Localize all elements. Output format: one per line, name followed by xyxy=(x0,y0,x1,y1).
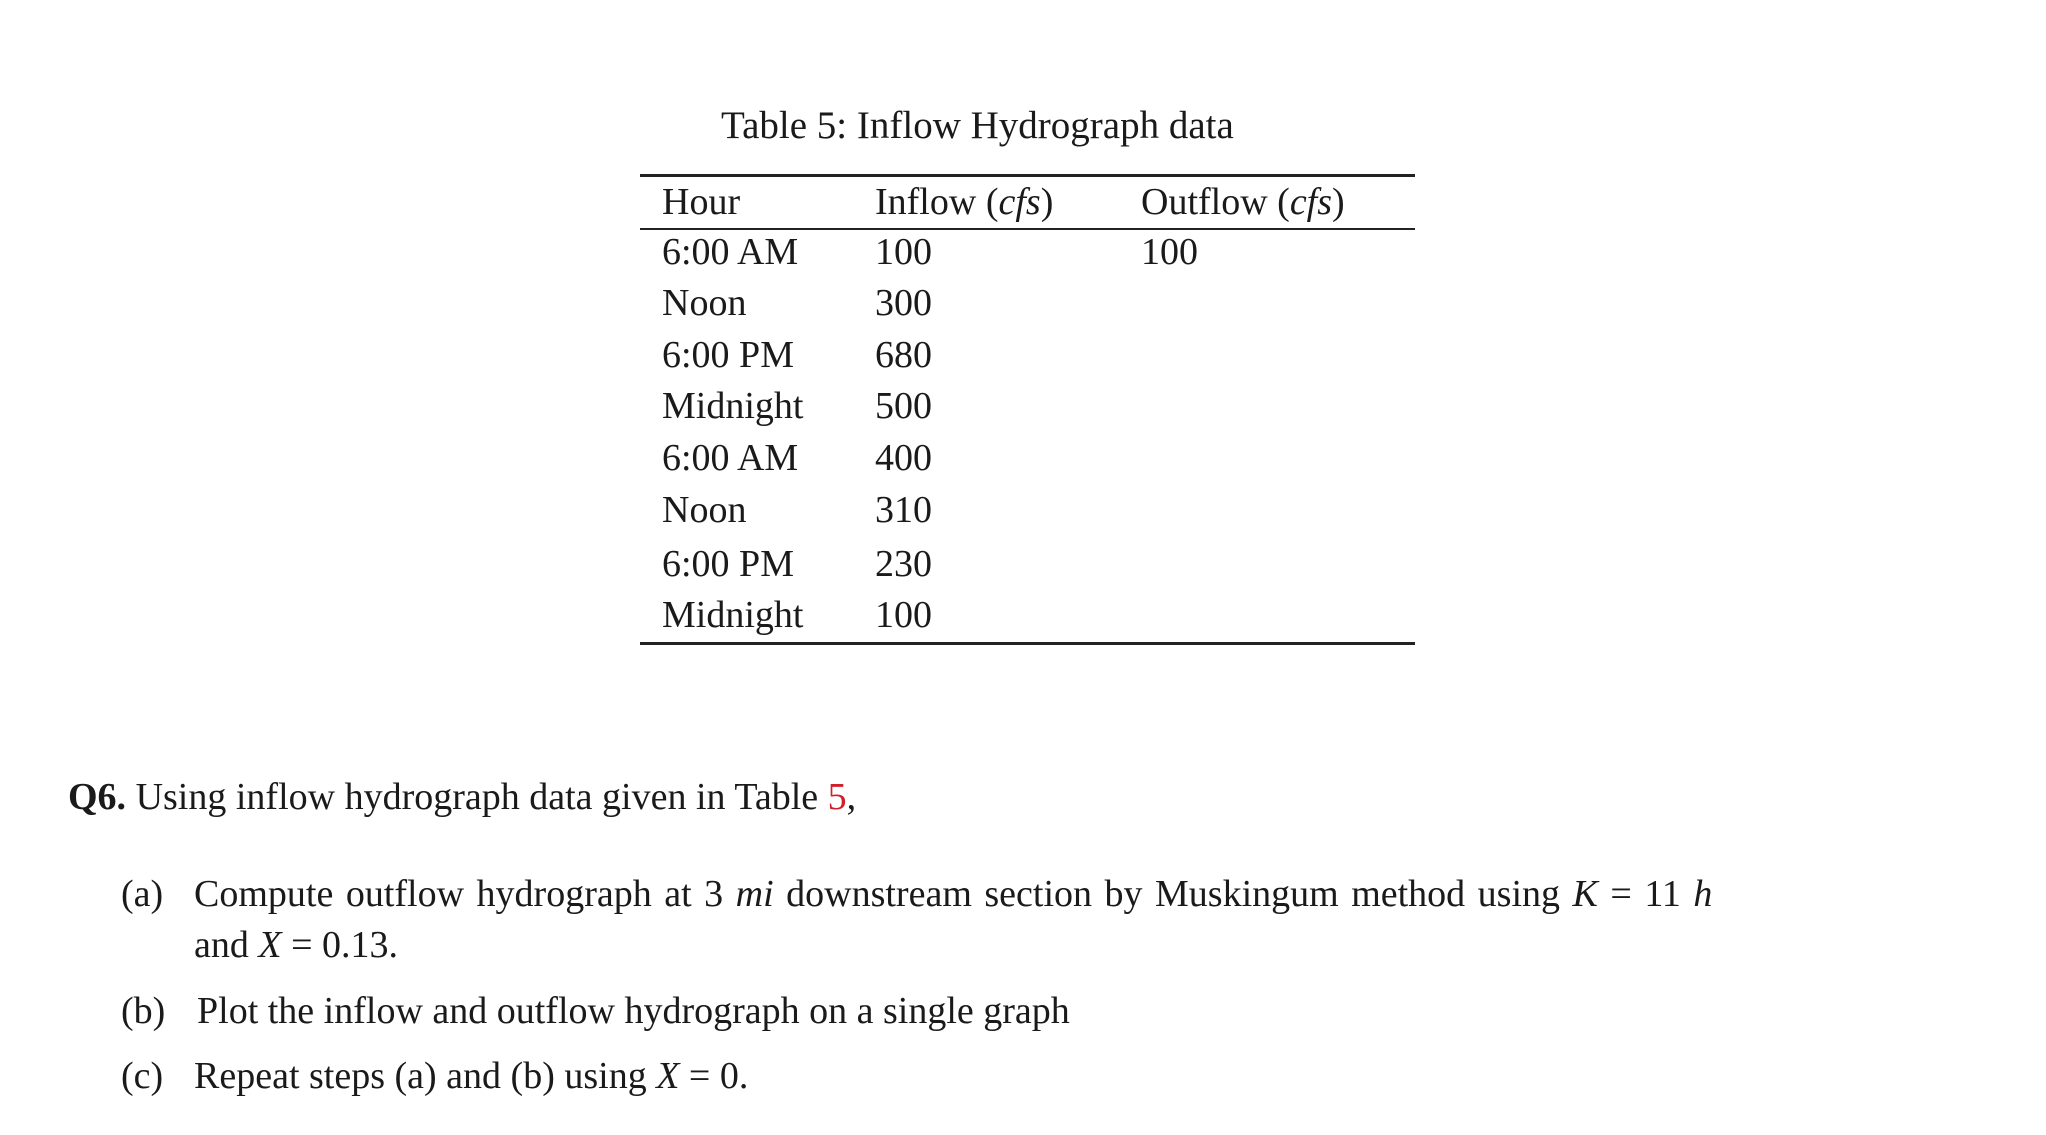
var-x: X xyxy=(656,1055,680,1097)
cell-inflow: 100 xyxy=(875,231,932,273)
part-a-line1 xyxy=(194,875,1712,913)
cell-hour: 6:00 PM xyxy=(662,334,794,376)
part-c-eq: = 0. xyxy=(688,1055,749,1097)
part-c-line xyxy=(194,1057,748,1095)
part-a-eq: = 0.13. xyxy=(291,924,399,966)
cell-inflow: 400 xyxy=(875,437,932,479)
paren: ( xyxy=(1277,181,1290,223)
part-c-marker: (c) xyxy=(121,1055,164,1097)
cell-inflow: 500 xyxy=(875,385,932,427)
unit: cfs xyxy=(1289,181,1333,223)
part-a-text: and xyxy=(194,924,249,966)
mid-rule xyxy=(640,228,1415,230)
paren: ) xyxy=(1040,181,1054,223)
part-c-text: Repeat steps (a) and (b) using xyxy=(194,1055,647,1097)
var-k: K xyxy=(1572,873,1598,915)
part-a-text: downstream section by Muskingum method using xyxy=(786,873,1561,915)
question-intro-end: , xyxy=(846,776,857,818)
part-a-eq: = 11 xyxy=(1610,873,1681,915)
cell-inflow: 680 xyxy=(875,334,932,376)
bottom-rule xyxy=(640,642,1415,645)
unit: cfs xyxy=(998,181,1041,223)
var-mi: mi xyxy=(735,873,774,915)
cell-inflow: 300 xyxy=(875,282,932,324)
header-hour: Hour xyxy=(662,181,741,223)
question-label: Q6. xyxy=(68,776,127,818)
cell-hour: Noon xyxy=(662,489,747,531)
cell-hour: 6:00 AM xyxy=(662,437,799,479)
table-ref-link[interactable]: 5 xyxy=(827,776,847,818)
question-intro: Using inflow hydrograph data given in Table xyxy=(135,776,819,818)
part-a-marker: (a) xyxy=(121,873,164,915)
header-inflow-label: Inflow xyxy=(875,181,977,223)
cell-hour: Noon xyxy=(662,282,747,324)
header-outflow xyxy=(1141,183,1345,221)
header-inflow xyxy=(875,183,1053,221)
paren: ( xyxy=(985,181,999,223)
header-outflow-label: Outflow xyxy=(1141,181,1268,223)
var-h: h xyxy=(1693,873,1713,915)
var-x: X xyxy=(258,924,282,966)
paren: ) xyxy=(1332,181,1345,223)
top-rule xyxy=(640,174,1415,177)
table-caption: Table 5: Inflow Hydrograph data xyxy=(721,104,1234,147)
cell-inflow: 230 xyxy=(875,543,932,585)
cell-inflow: 310 xyxy=(875,489,932,531)
cell-inflow: 100 xyxy=(875,594,932,636)
cell-hour: 6:00 AM xyxy=(662,231,799,273)
part-a-line2 xyxy=(194,926,398,964)
part-b-marker: (b) xyxy=(121,990,166,1032)
cell-hour: Midnight xyxy=(662,594,804,636)
question-line xyxy=(68,778,856,816)
part-b-text: Plot the inflow and outflow hydrograph on a single graph xyxy=(197,990,1070,1032)
cell-hour: Midnight xyxy=(662,385,804,427)
cell-outflow: 100 xyxy=(1141,231,1198,273)
cell-hour: 6:00 PM xyxy=(662,543,794,585)
part-a-text: Compute outflow hydrograph at 3 xyxy=(194,873,724,915)
